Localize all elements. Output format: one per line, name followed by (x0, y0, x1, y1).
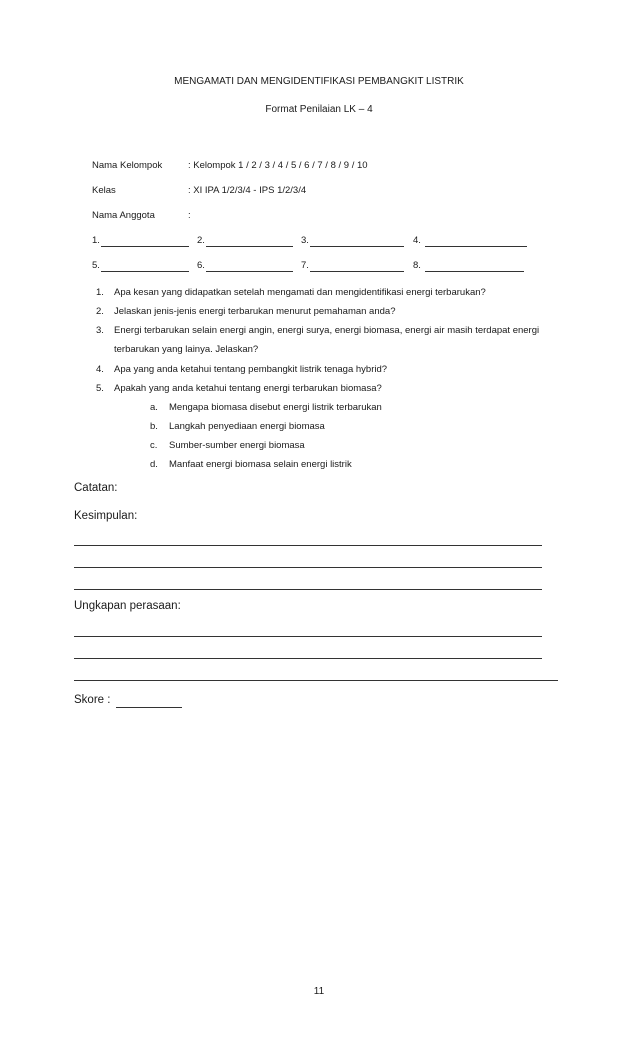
subquestion-b-text: Langkah penyediaan energi biomasa (169, 421, 325, 432)
question-2-text: Jelaskan jenis-jenis energi terbarukan menurut pemahaman anda? (114, 306, 396, 317)
ungkapan-label: Ungkapan perasaan: (74, 600, 181, 612)
skore-label: Skore : (74, 694, 111, 706)
member-slot-8: 8. (413, 260, 421, 271)
member-slot-2-line (206, 246, 293, 247)
member-slot-3: 3. (301, 235, 309, 246)
kesimpulan-line-1 (74, 545, 542, 546)
question-4-text: Apa yang anda ketahui tentang pembangkit listrik tenaga hybrid? (114, 364, 388, 375)
page-subtitle: Format Penilaian LK – 4 (265, 104, 373, 115)
question-1-text: Apa kesan yang didapatkan setelah mengamati dan mengidentifikasi energi terbarukan? (114, 287, 486, 298)
subquestion-c-letter: c. (150, 440, 158, 451)
question-4-number: 4. (96, 364, 104, 375)
member-slot-3-line (310, 246, 404, 247)
member-slot-5: 5. (92, 260, 100, 271)
subquestion-c-text: Sumber-sumber energi biomasa (169, 440, 305, 451)
member-slot-6: 6. (197, 260, 205, 271)
member-slot-2: 2. (197, 235, 205, 246)
kesimpulan-line-3 (74, 589, 542, 590)
subquestion-a-letter: a. (150, 402, 158, 413)
kesimpulan-label: Kesimpulan: (74, 510, 138, 522)
skore-line (116, 707, 182, 708)
ungkapan-line-2 (74, 658, 542, 659)
class-value: : XI IPA 1/2/3/4 - IPS 1/2/3/4 (188, 185, 307, 196)
member-slot-6-line (206, 271, 293, 272)
catatan-label: Catatan: (74, 482, 118, 494)
member-slot-7: 7. (301, 260, 309, 271)
question-2-number: 2. (96, 306, 104, 317)
page-number: 11 (313, 986, 325, 997)
question-3-continuation: terbarukan yang lainya. Jelaskan? (114, 344, 259, 355)
members-label: Nama Anggota (92, 210, 155, 221)
member-slot-5-line (101, 271, 189, 272)
member-slot-4: 4. (413, 235, 421, 246)
subquestion-d-text: Manfaat energi biomasa selain energi listrik (169, 459, 352, 470)
member-slot-4-line (425, 246, 527, 247)
subquestion-a-text: Mengapa biomasa disebut energi listrik terbarukan (169, 402, 382, 413)
kesimpulan-line-2 (74, 567, 542, 568)
group-label: Nama Kelompok (92, 160, 163, 171)
question-3-number: 3. (96, 325, 104, 336)
subquestion-d-letter: d. (150, 459, 158, 470)
class-label: Kelas (92, 185, 116, 196)
question-1-number: 1. (96, 287, 104, 298)
question-5-text: Apakah yang anda ketahui tentang energi terbarukan biomasa? (114, 383, 382, 394)
member-slot-1-line (101, 246, 189, 247)
ungkapan-line-1 (74, 636, 542, 637)
subquestion-b-letter: b. (150, 421, 158, 432)
member-slot-8-line (425, 271, 524, 272)
question-3-text: Energi terbarukan selain energi angin, energi surya, energi biomasa, energi air masih terdapat energi (114, 325, 540, 336)
member-slot-7-line (310, 271, 404, 272)
members-value: : (188, 210, 191, 221)
page-title: MENGAMATI DAN MENGIDENTIFIKASI PEMBANGKIT LISTRIK (174, 76, 464, 87)
member-slot-1: 1. (92, 235, 100, 246)
group-value: : Kelompok 1 / 2 / 3 / 4 / 5 / 6 / 7 / 8 / 9 / 10 (188, 160, 368, 171)
question-5-number: 5. (96, 383, 104, 394)
ungkapan-line-3 (74, 680, 558, 681)
